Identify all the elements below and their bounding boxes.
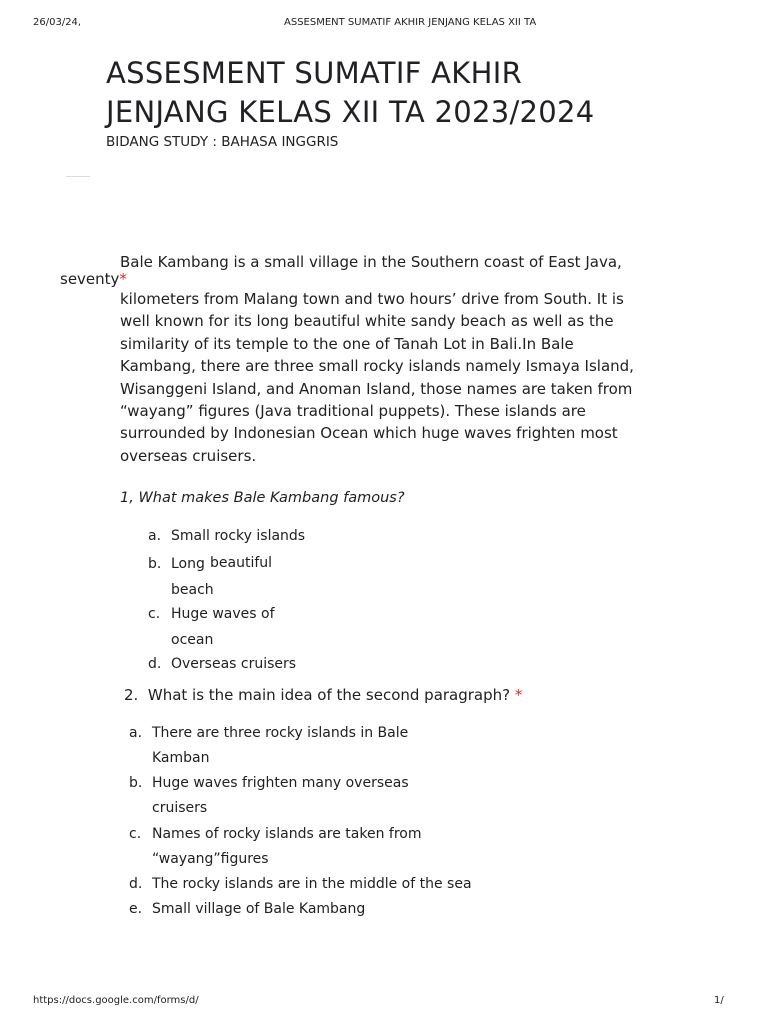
q1-option-b-label-1a[interactable]: Long [171, 556, 205, 572]
q1-option-a[interactable] [148, 524, 161, 549]
form-subtitle: BIDANG STUDY : BAHASA INGGRIS [106, 134, 339, 150]
q2-option-b-label-1[interactable]: Huge waves frighten many overseas [152, 775, 409, 791]
q2-option-e-label[interactable]: Small village of Bale Kambang [152, 901, 366, 917]
q1-option-b[interactable] [148, 552, 161, 577]
q1-option-d[interactable] [148, 652, 161, 677]
question-2-title [124, 686, 522, 704]
q1-option-a-label[interactable]: Small rocky islands [171, 528, 306, 544]
passage-line: well known for its long beautiful white sandy beach as well as the [120, 312, 614, 331]
q2-option-b-label-2[interactable]: cruisers [152, 800, 208, 816]
print-doc-title: ASSESMENT SUMATIF AKHIR JENJANG KELAS XII TA [284, 17, 537, 28]
q2-option-c-label-1[interactable]: Names of rocky islands are taken from [152, 826, 422, 842]
form-title-line1: ASSESMENT SUMATIF AKHIR [106, 56, 523, 90]
passage-line: overseas cruisers. [120, 446, 257, 465]
q2-option-d[interactable]: d. [129, 876, 143, 892]
passage-line: surrounded by Indonesian Ocean which huge waves frighten most [120, 424, 618, 443]
q1-option-c[interactable] [148, 602, 160, 627]
option-letter: a. [148, 528, 162, 544]
option-letter: d. [148, 656, 162, 672]
q1-option-b-label-2[interactable]: beach [171, 582, 214, 598]
required-asterisk: * [119, 270, 127, 288]
passage-line: similarity of its temple to the one of Tanah Lot in Bali.In Bale [120, 334, 574, 353]
q2-option-d-label[interactable]: The rocky islands are in the middle of the sea [152, 876, 472, 892]
print-page-number: 1/ [714, 995, 724, 1006]
q2-option-b[interactable]: b. [129, 775, 143, 791]
q1-option-c-label-1[interactable]: Huge waves of [171, 606, 275, 622]
passage-marginal-word [60, 268, 127, 290]
q2-option-a-label-1[interactable]: There are three rocky islands in Bale [152, 725, 409, 741]
q2-option-a-label-2[interactable]: Kamban [152, 750, 210, 766]
question-2-number: 2. [124, 686, 139, 704]
q2-option-a[interactable]: a. [129, 725, 143, 741]
question-1-text: 1, What makes Bale Kambang famous? [120, 490, 405, 506]
option-letter: c. [148, 606, 161, 622]
passage-line: Wisanggeni Island, and Anoman Island, those names are taken from [120, 379, 633, 398]
form-title-line2: JENJANG KELAS XII TA 2023/2024 [106, 95, 595, 129]
marginal-word-text: seventy [60, 270, 120, 288]
passage-body [120, 288, 634, 467]
q2-option-e[interactable]: e. [129, 901, 143, 917]
print-url: https://docs.google.com/forms/d/ [33, 995, 199, 1006]
question-2-text: What is the main idea of the second paragraph? [147, 686, 511, 704]
passage-line: Kambang, there are three small rocky islands namely Ismaya Island, [120, 357, 634, 376]
required-asterisk: * [514, 686, 523, 704]
q2-option-c[interactable]: c. [129, 826, 142, 842]
q1-option-b-label-1b[interactable]: beautiful [210, 555, 273, 571]
option-letter: b. [148, 556, 162, 572]
divider [66, 176, 90, 177]
q1-option-d-label[interactable]: Overseas cruisers [171, 656, 297, 672]
passage-line: “wayang” figures (Java traditional puppets). These islands are [120, 402, 586, 421]
q2-option-c-label-2[interactable]: “wayang”figures [152, 851, 269, 867]
passage-line-1: Bale Kambang is a small village in the Southern coast of East Java, [120, 253, 622, 271]
passage-line: kilometers from Malang town and two hours’ drive from South. It is [120, 290, 624, 308]
print-date: 26/03/24, [33, 17, 82, 28]
q1-option-c-label-2[interactable]: ocean [171, 632, 214, 648]
